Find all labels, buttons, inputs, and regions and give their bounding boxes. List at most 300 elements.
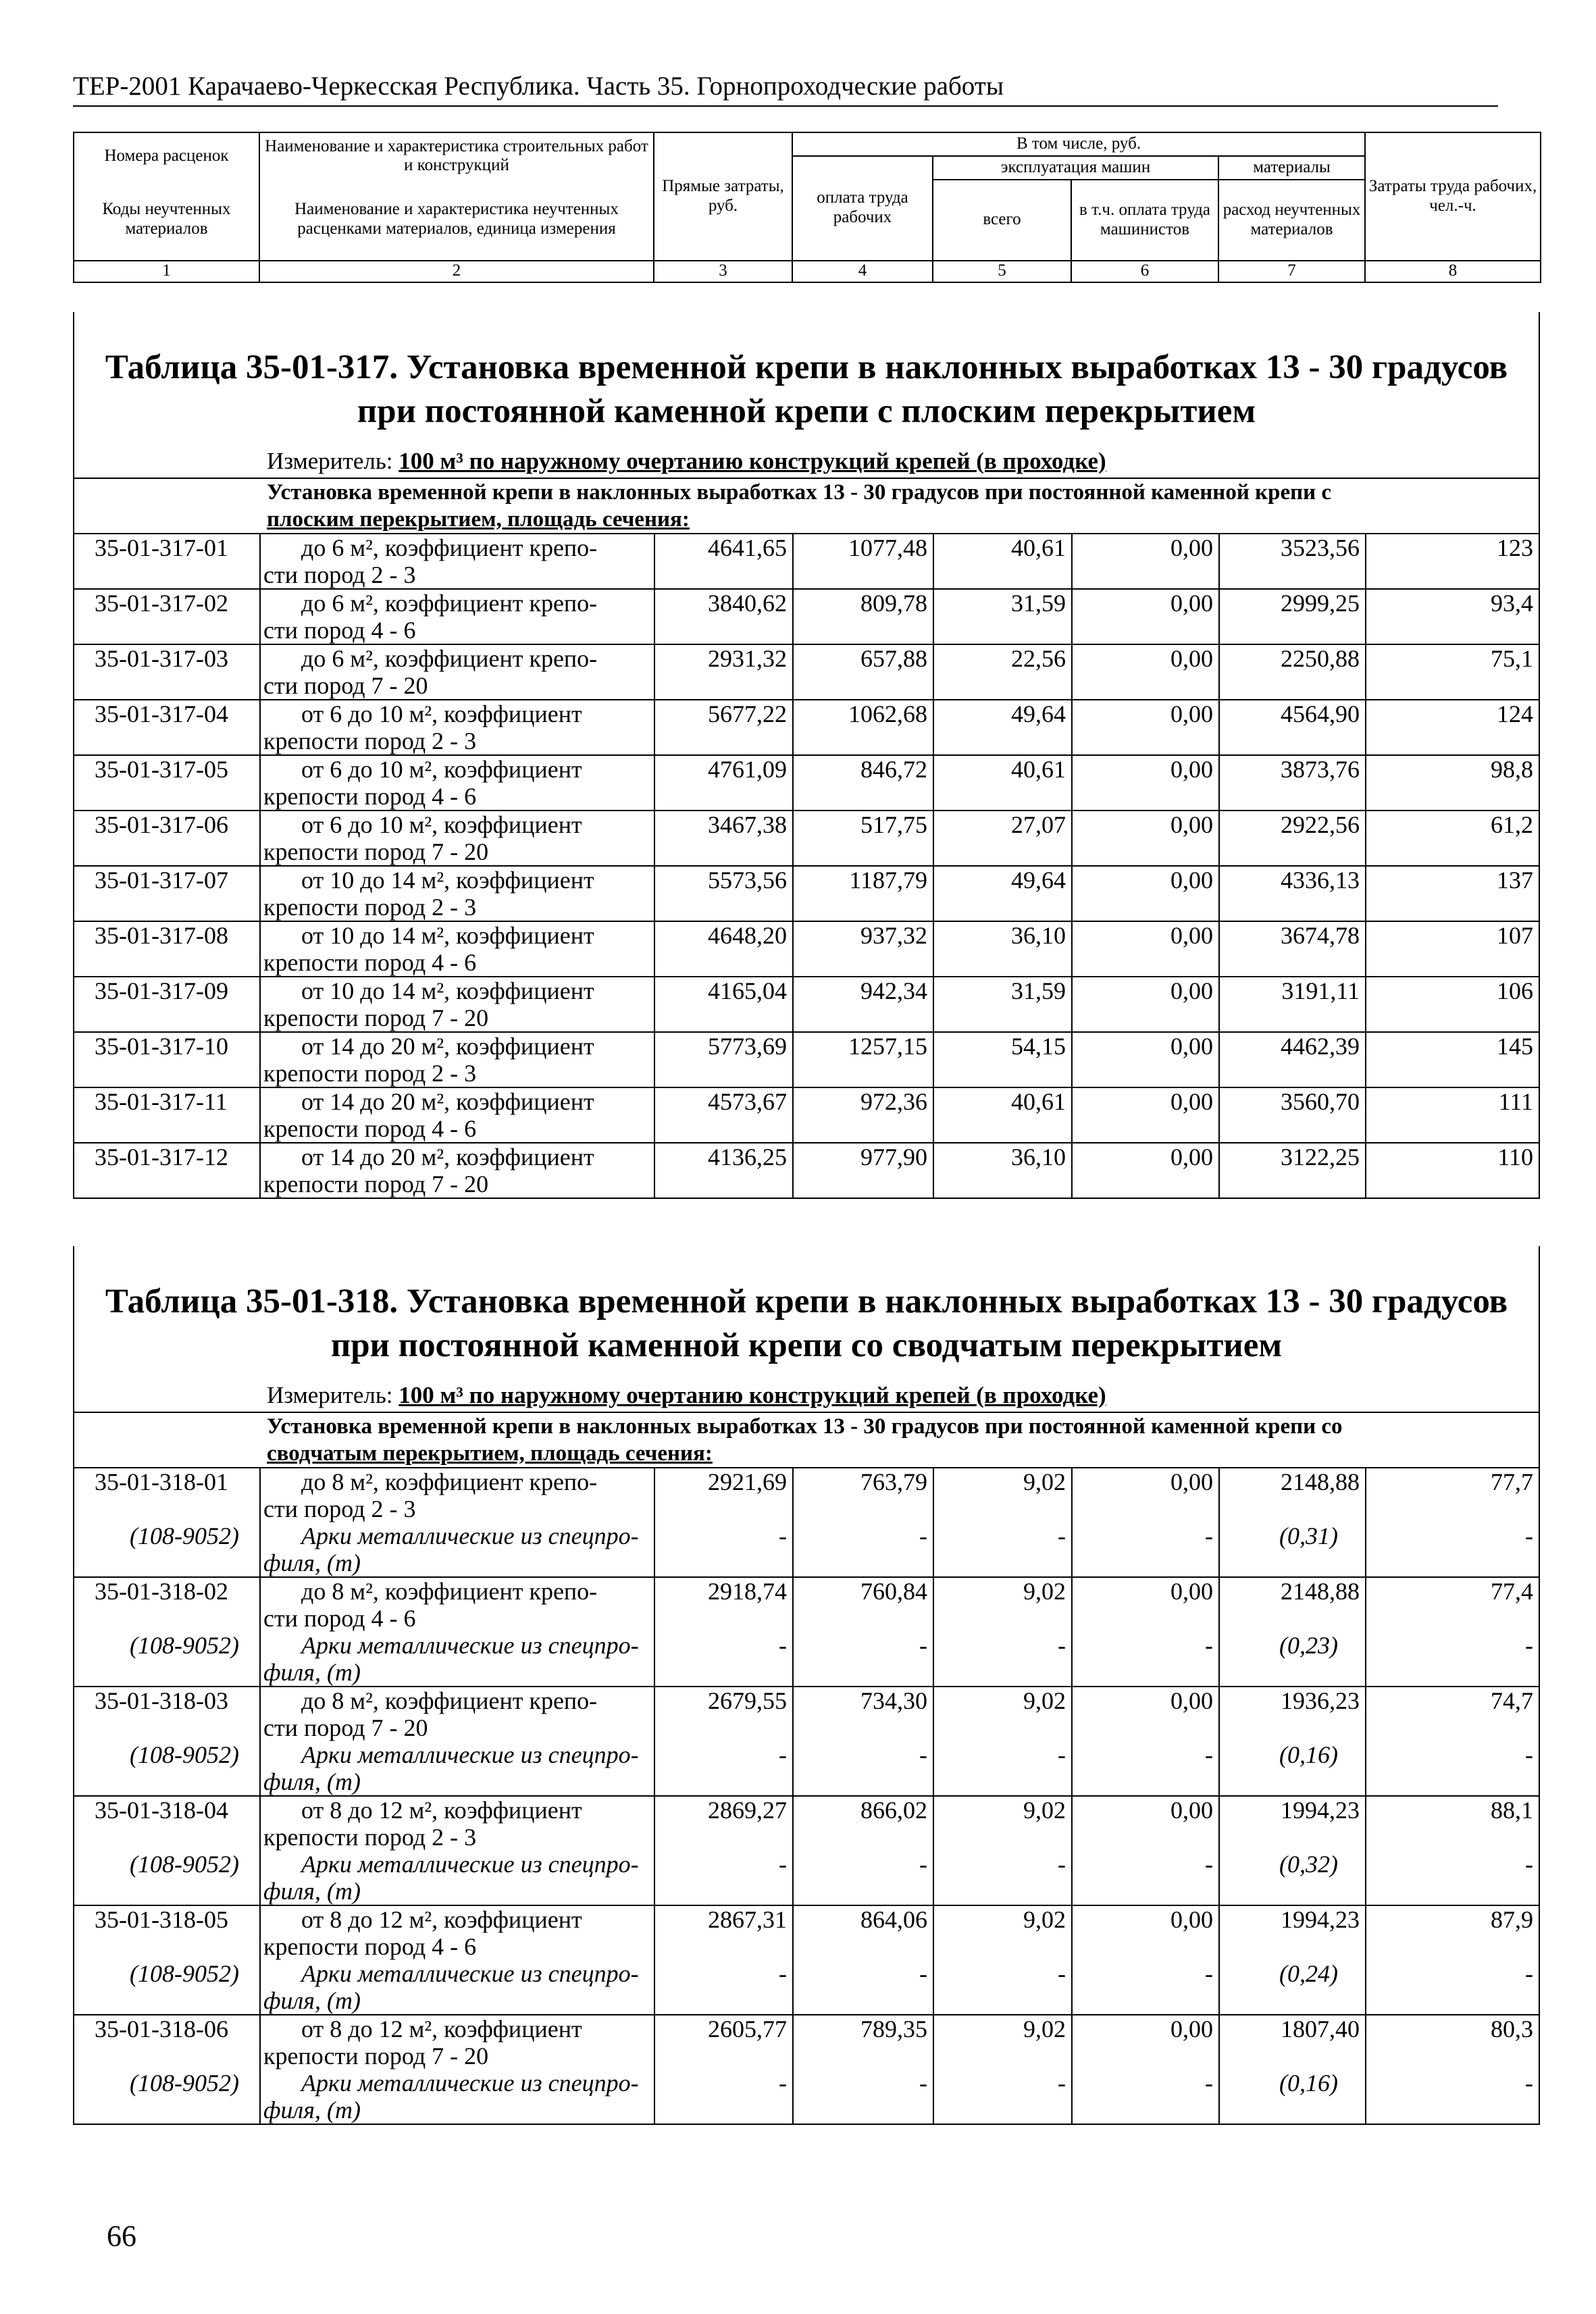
rate-code: 35-01-318-05	[95, 1905, 228, 1933]
wages: -	[793, 2069, 933, 2124]
direct-costs: 4641,65	[654, 534, 793, 589]
work-description	[260, 1522, 654, 1577]
col-number: 3	[654, 261, 792, 282]
labor-costs: -	[1366, 2069, 1539, 2124]
page-number: 66	[107, 2219, 136, 2253]
work-description	[260, 1577, 654, 1632]
machines-wages: 0,00	[1072, 589, 1219, 644]
direct-costs: 5773,69	[654, 1032, 793, 1087]
labor-costs: 80,3	[1366, 2015, 1539, 2069]
wages: 657,88	[793, 644, 933, 700]
machines-wages: 0,00	[1072, 700, 1219, 755]
wages: -	[793, 1960, 933, 2015]
labor-costs: -	[1366, 1632, 1539, 1687]
work-description	[260, 1905, 654, 1960]
running-head: ТЕР-2001 Карачаево-Черкесская Республика. Часть 35. Горнопроходческие работы	[73, 71, 1498, 107]
rate-code: 35-01-317-12	[74, 1143, 260, 1198]
direct-costs: 4761,09	[654, 755, 793, 811]
work-description	[260, 2015, 654, 2069]
material-consumption: (0,24)	[1219, 1960, 1366, 2015]
machines-wages: 0,00	[1072, 2015, 1219, 2069]
header-wages: оплата труда рабочих	[792, 156, 933, 261]
materials: 4564,90	[1219, 700, 1366, 755]
rate-code: 35-01-317-04	[74, 700, 260, 755]
work-description	[260, 921, 654, 977]
col-number: 6	[1071, 261, 1218, 282]
labor-costs: 106	[1366, 977, 1539, 1032]
material-row	[74, 1851, 1539, 1905]
labor-costs: 88,1	[1366, 1796, 1539, 1851]
header-machines-wages: в т.ч. оплата труда машинистов	[1071, 180, 1218, 261]
work-description	[260, 1143, 654, 1198]
machines-total: -	[933, 1741, 1072, 1796]
subheading-line: плоским перекрытием, площадь сечения:	[267, 507, 690, 532]
machines-wages: -	[1072, 1522, 1219, 1577]
header-materials: материалы	[1218, 156, 1365, 180]
measure-label: Измеритель:	[267, 447, 393, 474]
table-row	[74, 866, 1539, 921]
description-line: Арки металлические из спецпро-	[301, 1959, 639, 1987]
wages: -	[793, 1522, 933, 1577]
title-line: при постоянной каменной крепи с плоским перекрытием	[357, 392, 1256, 431]
description-line: от 6 до 10 м², коэффициент	[301, 700, 582, 727]
wages: 1077,48	[793, 534, 933, 589]
direct-costs: 4165,04	[654, 977, 793, 1032]
labor-costs: 87,9	[1366, 1905, 1539, 1960]
direct-costs: 5677,22	[654, 700, 793, 755]
rate-code: 35-01-318-04	[95, 1796, 228, 1824]
table-row	[74, 589, 1539, 644]
measure-value: 100 м³ по наружному очертанию конструкций крепей (в проходке)	[398, 447, 1106, 474]
machines-total: 22,56	[933, 644, 1072, 700]
description-line: от 14 до 20 м², коэффициент	[301, 1143, 594, 1171]
labor-costs: -	[1366, 1741, 1539, 1796]
machines-wages: 0,00	[1072, 1796, 1219, 1851]
work-description	[260, 589, 654, 644]
description-line: крепости пород 7 - 20	[263, 1004, 489, 1031]
machines-total: 9,02	[933, 1468, 1072, 1522]
machines-total: 27,07	[933, 811, 1072, 866]
measure-label: Измеритель:	[267, 1381, 393, 1408]
description-line: Арки металлические из спецпро-	[301, 1522, 639, 1549]
description-line: от 14 до 20 м², коэффициент	[301, 1087, 594, 1115]
col-number: 4	[792, 261, 933, 282]
direct-costs: 4136,25	[654, 1143, 793, 1198]
header-machines: эксплуатация машин	[933, 156, 1218, 180]
materials: 3873,76	[1219, 755, 1366, 811]
rate-code: 35-01-317-06	[74, 811, 260, 866]
direct-costs: 2867,31	[654, 1905, 793, 1960]
wages: 942,34	[793, 977, 933, 1032]
material-code: (108-9052)	[74, 1741, 260, 1796]
work-description	[260, 1032, 654, 1087]
material-code: (108-9052)	[74, 1632, 260, 1687]
direct-costs: -	[654, 1522, 793, 1577]
materials: 2999,25	[1219, 589, 1366, 644]
machines-total: 49,64	[933, 866, 1072, 921]
machines-wages: -	[1072, 1632, 1219, 1687]
material-code: (108-9052)	[74, 1851, 260, 1905]
description-line: филя, (т)	[263, 2096, 361, 2124]
machines-total: 36,10	[933, 921, 1072, 977]
description-line: от 10 до 14 м², коэффициент	[301, 921, 594, 949]
direct-costs: 2869,27	[654, 1796, 793, 1851]
table-row	[74, 644, 1539, 700]
labor-costs: 98,8	[1366, 755, 1539, 811]
measure-unit	[74, 1382, 1539, 1413]
description-line: Арки металлические из спецпро-	[301, 1741, 639, 1768]
labor-costs: 111	[1366, 1087, 1539, 1143]
direct-costs: 4573,67	[654, 1087, 793, 1143]
labor-costs: 123	[1366, 534, 1539, 589]
header-codes: Номера расценок	[74, 132, 259, 180]
description-line: от 10 до 14 м², коэффициент	[301, 977, 594, 1004]
description-line: крепости пород 2 - 3	[263, 727, 477, 754]
table-row	[74, 2015, 1539, 2069]
description-line: сти пород 7 - 20	[263, 671, 428, 699]
wages: -	[793, 1741, 933, 1796]
rate-code: 35-01-318-06	[95, 2015, 228, 2042]
table-title	[74, 312, 1539, 434]
direct-costs: 3840,62	[654, 589, 793, 644]
description-line: Арки металлические из спецпро-	[301, 1850, 639, 1878]
work-description	[260, 1632, 654, 1687]
wages: 866,02	[793, 1796, 933, 1851]
labor-costs: 61,2	[1366, 811, 1539, 866]
subheading-line: Установка временной крепи в наклонных выработках 13 - 30 градусов при постоянной каменной крепи со	[267, 1414, 1343, 1439]
description-line: филя, (т)	[263, 1986, 361, 2014]
direct-costs: 5573,56	[654, 866, 793, 921]
description-line: крепости пород 7 - 20	[263, 2042, 489, 2069]
description-line: Арки металлические из спецпро-	[301, 2069, 639, 2097]
work-description	[260, 644, 654, 700]
labor-costs: -	[1366, 1851, 1539, 1905]
direct-costs: 3467,38	[654, 811, 793, 866]
work-description	[260, 1087, 654, 1143]
table-row	[74, 1087, 1539, 1143]
description-line: филя, (т)	[263, 1768, 361, 1795]
machines-total: -	[933, 2069, 1072, 2124]
machines-wages: 0,00	[1072, 1577, 1219, 1632]
col-number: 5	[933, 261, 1071, 282]
materials: 2148,88	[1219, 1577, 1366, 1632]
wages: 846,72	[793, 755, 933, 811]
direct-costs: 2921,69	[654, 1468, 793, 1522]
measure-value: 100 м³ по наружному очертанию конструкций крепей (в проходке)	[398, 1381, 1106, 1408]
col-number: 7	[1218, 261, 1365, 282]
labor-costs: 77,7	[1366, 1468, 1539, 1522]
description-line: сти пород 4 - 6	[263, 616, 416, 644]
machines-total: 9,02	[933, 1905, 1072, 1960]
machines-total: 9,02	[933, 1796, 1072, 1851]
table-row	[74, 534, 1539, 589]
machines-wages: 0,00	[1072, 866, 1219, 921]
machines-wages: 0,00	[1072, 755, 1219, 811]
table-row	[74, 1687, 1539, 1741]
wages: 1257,15	[793, 1032, 933, 1087]
machines-total: 9,02	[933, 1687, 1072, 1741]
description-line: до 8 м², коэффициент крепо-	[301, 1687, 598, 1714]
table-row	[74, 977, 1539, 1032]
description-line: сти пород 2 - 3	[263, 1495, 416, 1522]
rate-code: 35-01-317-03	[74, 644, 260, 700]
labor-costs: 110	[1366, 1143, 1539, 1198]
materials: 3560,70	[1219, 1087, 1366, 1143]
title-line: Таблица 35-01-317. Установка временной крепи в наклонных выработках 13 - 30 градусов	[105, 349, 1508, 386]
work-description	[260, 1468, 654, 1522]
rates-table	[74, 1468, 1539, 2125]
labor-costs: 74,7	[1366, 1687, 1539, 1741]
rate-code: 35-01-317-05	[74, 755, 260, 811]
work-description	[260, 1851, 654, 1905]
work-description	[260, 811, 654, 866]
machines-wages: 0,00	[1072, 811, 1219, 866]
description-line: крепости пород 4 - 6	[263, 782, 477, 810]
wages: 809,78	[793, 589, 933, 644]
measure-unit	[74, 448, 1539, 479]
wages: 763,79	[793, 1468, 933, 1522]
direct-costs: -	[654, 2069, 793, 2124]
header-material-codes: Коды неучтенных материалов	[74, 180, 259, 261]
description-line: сти пород 4 - 6	[263, 1604, 416, 1632]
direct-costs: 2931,32	[654, 644, 793, 700]
machines-total: 49,64	[933, 700, 1072, 755]
rate-code: 35-01-317-10	[74, 1032, 260, 1087]
table-row	[74, 921, 1539, 977]
col-number: 2	[259, 261, 654, 282]
machines-total: -	[933, 1522, 1072, 1577]
material-row	[74, 1632, 1539, 1687]
table-row	[74, 1032, 1539, 1087]
header-material-names: Наименование и характеристика неучтенных расценками материалов, единица измерения	[259, 180, 654, 261]
work-description	[260, 755, 654, 811]
materials: 3122,25	[1219, 1143, 1366, 1198]
work-description	[260, 534, 654, 589]
machines-wages: -	[1072, 2069, 1219, 2124]
description-line: крепости пород 4 - 6	[263, 948, 477, 976]
description-line: крепости пород 2 - 3	[263, 1059, 477, 1087]
table-row	[74, 1468, 1539, 1522]
description-line: филя, (т)	[263, 1658, 361, 1686]
rate-code: 35-01-317-01	[74, 534, 260, 589]
material-row	[74, 2069, 1539, 2124]
table-row	[74, 700, 1539, 755]
description-line: крепости пород 4 - 6	[263, 1932, 477, 1960]
description-line: крепости пород 2 - 3	[263, 893, 477, 921]
machines-wages: 0,00	[1072, 1032, 1219, 1087]
header-materials-consumption: расход неучтенных материалов	[1218, 180, 1365, 261]
subheading-line: Установка временной крепи в наклонных выработках 13 - 30 градусов при постоянной каменной крепи с	[267, 480, 1332, 505]
machines-wages: 0,00	[1072, 1087, 1219, 1143]
machines-total: 54,15	[933, 1032, 1072, 1087]
materials: 1994,23	[1219, 1905, 1366, 1960]
machines-wages: -	[1072, 1741, 1219, 1796]
description-line: до 8 м², коэффициент крепо-	[301, 1468, 598, 1495]
subheading-line: сводчатым перекрытием, площадь сечения:	[267, 1441, 713, 1466]
description-line: от 8 до 12 м², коэффициент	[301, 1796, 582, 1824]
materials: 3191,11	[1219, 977, 1366, 1032]
labor-costs: 75,1	[1366, 644, 1539, 700]
machines-total: 31,59	[933, 977, 1072, 1032]
description-line: филя, (т)	[263, 1549, 361, 1576]
labor-costs: 107	[1366, 921, 1539, 977]
table-row	[74, 1905, 1539, 1960]
machines-total: 40,61	[933, 755, 1072, 811]
labor-costs: 77,4	[1366, 1577, 1539, 1632]
materials: 1994,23	[1219, 1796, 1366, 1851]
direct-costs: -	[654, 1741, 793, 1796]
material-consumption: (0,31)	[1219, 1522, 1366, 1577]
col-number: 1	[74, 261, 259, 282]
description-line: от 8 до 12 м², коэффициент	[301, 1905, 582, 1933]
work-description	[260, 2069, 654, 2124]
machines-wages: 0,00	[1072, 1468, 1219, 1522]
materials: 1936,23	[1219, 1687, 1366, 1741]
description-line: сти пород 7 - 20	[263, 1714, 428, 1741]
direct-costs: -	[654, 1960, 793, 2015]
work-description	[260, 1796, 654, 1851]
direct-costs: 2679,55	[654, 1687, 793, 1741]
direct-costs: 2918,74	[654, 1577, 793, 1632]
wages: -	[793, 1632, 933, 1687]
rate-code: 35-01-317-08	[74, 921, 260, 977]
rate-code: 35-01-318-02	[95, 1577, 228, 1605]
machines-total: 31,59	[933, 589, 1072, 644]
column-header-table	[73, 132, 1541, 283]
title-line: Таблица 35-01-318. Установка временной крепи в наклонных выработках 13 - 30 градусов	[105, 1283, 1508, 1320]
work-description	[260, 1687, 654, 1741]
direct-costs: -	[654, 1851, 793, 1905]
header-labor: Затраты труда рабочих, чел.-ч.	[1365, 132, 1541, 261]
direct-costs: 2605,77	[654, 2015, 793, 2069]
table-row	[74, 1796, 1539, 1851]
description-line: до 6 м², коэффициент крепо-	[301, 534, 598, 561]
description-line: до 8 м², коэффициент крепо-	[301, 1577, 598, 1605]
labor-costs: 137	[1366, 866, 1539, 921]
wages: 937,32	[793, 921, 933, 977]
machines-total: 9,02	[933, 2015, 1072, 2069]
material-row	[74, 1741, 1539, 1796]
wages: 760,84	[793, 1577, 933, 1632]
table-title	[74, 1246, 1539, 1368]
header-in-total: В том числе, руб.	[792, 132, 1365, 156]
wages: 734,30	[793, 1687, 933, 1741]
rate-code: 35-01-317-11	[74, 1087, 260, 1143]
col-number: 8	[1365, 261, 1541, 282]
description-line: до 6 м², коэффициент крепо-	[301, 589, 598, 617]
wages: 1187,79	[793, 866, 933, 921]
machines-wages: 0,00	[1072, 644, 1219, 700]
materials: 2922,56	[1219, 811, 1366, 866]
materials: 4462,39	[1219, 1032, 1366, 1087]
labor-costs: 93,4	[1366, 589, 1539, 644]
description-line: от 6 до 10 м², коэффициент	[301, 755, 582, 783]
description-line: от 8 до 12 м², коэффициент	[301, 2015, 582, 2042]
wages: 977,90	[793, 1143, 933, 1198]
work-description	[260, 1960, 654, 2015]
materials: 4336,13	[1219, 866, 1366, 921]
machines-wages: 0,00	[1072, 921, 1219, 977]
wages: -	[793, 1851, 933, 1905]
materials: 2148,88	[1219, 1468, 1366, 1522]
work-description	[260, 700, 654, 755]
material-code: (108-9052)	[74, 1960, 260, 2015]
machines-total: -	[933, 1960, 1072, 2015]
material-row	[74, 1522, 1539, 1577]
material-code: (108-9052)	[74, 2069, 260, 2124]
rate-code: 35-01-317-09	[74, 977, 260, 1032]
rate-code: 35-01-318-01	[95, 1468, 228, 1495]
title-line: при постоянной каменной крепи со сводчатым перекрытием	[330, 1327, 1283, 1365]
wages: 864,06	[793, 1905, 933, 1960]
description-line: крепости пород 2 - 3	[263, 1823, 477, 1851]
machines-wages: 0,00	[1072, 1905, 1219, 1960]
machines-wages: 0,00	[1072, 1687, 1219, 1741]
wages: 517,75	[793, 811, 933, 866]
machines-total: 9,02	[933, 1577, 1072, 1632]
material-consumption: (0,16)	[1219, 1741, 1366, 1796]
header-machines-all: всего	[933, 180, 1071, 261]
direct-costs: -	[654, 1632, 793, 1687]
table-row	[74, 1577, 1539, 1632]
description-line: крепости пород 4 - 6	[263, 1114, 477, 1142]
wages: 972,36	[793, 1087, 933, 1143]
materials: 3523,56	[1219, 534, 1366, 589]
machines-total: -	[933, 1632, 1072, 1687]
labor-costs: 145	[1366, 1032, 1539, 1087]
materials: 2250,88	[1219, 644, 1366, 700]
work-description	[260, 977, 654, 1032]
machines-total: 40,61	[933, 534, 1072, 589]
rate-code: 35-01-318-03	[95, 1687, 228, 1714]
materials: 3674,78	[1219, 921, 1366, 977]
machines-total: 40,61	[933, 1087, 1072, 1143]
header-name: Наименование и характеристика строительных работ и конструкций	[259, 132, 654, 180]
machines-wages: 0,00	[1072, 1143, 1219, 1198]
labor-costs: -	[1366, 1522, 1539, 1577]
description-line: филя, (т)	[263, 1877, 361, 1905]
rate-code: 35-01-317-02	[74, 589, 260, 644]
table-35-01-317	[73, 312, 1540, 1199]
machines-total: 36,10	[933, 1143, 1072, 1198]
rates-table	[74, 534, 1539, 1199]
labor-costs: 124	[1366, 700, 1539, 755]
machines-wages: -	[1072, 1851, 1219, 1905]
table-row	[74, 811, 1539, 866]
material-consumption: (0,32)	[1219, 1851, 1366, 1905]
table-row	[74, 1143, 1539, 1198]
machines-wages: -	[1072, 1960, 1219, 2015]
description-line: до 6 м², коэффициент крепо-	[301, 644, 598, 672]
material-consumption: (0,23)	[1219, 1632, 1366, 1687]
table-35-01-318	[73, 1246, 1540, 2125]
labor-costs: -	[1366, 1960, 1539, 2015]
description-line: от 14 до 20 м², коэффициент	[301, 1032, 594, 1060]
description-line: от 10 до 14 м², коэффициент	[301, 866, 594, 894]
header-direct-costs: Прямые затраты, руб.	[654, 132, 792, 261]
description-line: Арки металлические из спецпро-	[301, 1631, 639, 1659]
wages: 789,35	[793, 2015, 933, 2069]
direct-costs: 4648,20	[654, 921, 793, 977]
machines-wages: 0,00	[1072, 977, 1219, 1032]
rate-code: 35-01-317-07	[74, 866, 260, 921]
description-line: крепости пород 7 - 20	[263, 838, 489, 865]
work-description	[260, 1741, 654, 1796]
machines-total: -	[933, 1851, 1072, 1905]
wages: 1062,68	[793, 700, 933, 755]
table-row	[74, 755, 1539, 811]
description-line: крепости пород 7 - 20	[263, 1170, 489, 1198]
